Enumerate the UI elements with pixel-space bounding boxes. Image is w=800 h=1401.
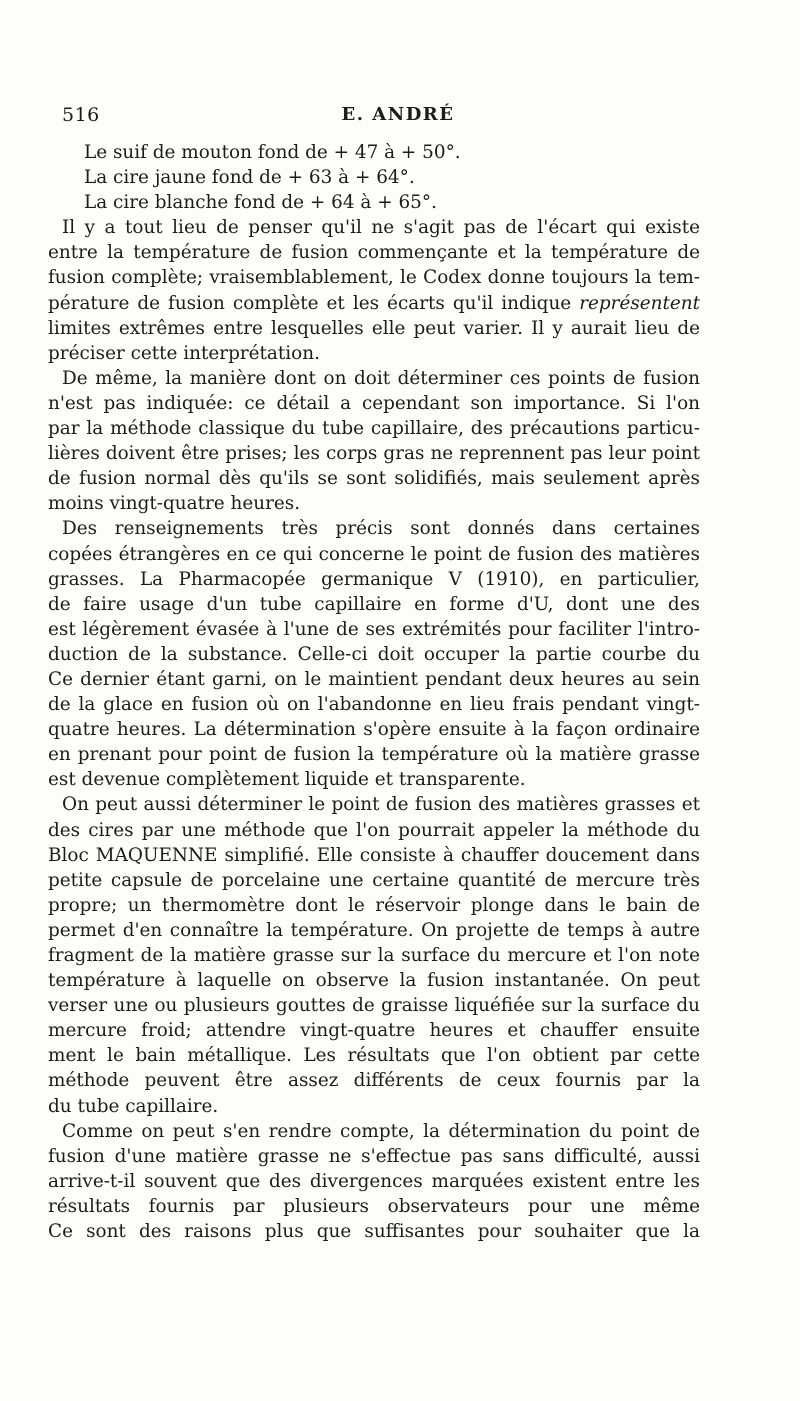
text-line: de la glace en fusion où on l'abandonne en lieu frais pendant vingt-: [48, 694, 700, 716]
running-head-author: E. ANDRÉ: [341, 104, 455, 125]
text-line: Le suif de mouton fond de + 47 à + 50°.: [84, 142, 461, 163]
text-line: quatre heures. La détermination s'opère ensuite à la façon ordinaire: [48, 719, 700, 741]
text-line: est légèrement évasée à l'une de ses extrémités pour faciliter l'intro-: [48, 618, 700, 640]
text-line: méthode peuvent être assez différents de ceux fournis par la: [48, 1070, 700, 1092]
text-line: petite capsule de porcelaine une certaine quantité de mercure très: [48, 869, 700, 891]
text-line: en prenant pour point de fusion la température où la matière grasse: [48, 744, 700, 766]
text-line: Comme on peut s'en rendre compte, la détermination du point de: [62, 1120, 700, 1142]
text-line: permet d'en connaître la température. On projette de temps à autre: [48, 919, 700, 941]
text-line: mercure froid; attendre vingt-quatre heures et chauffer ensuite: [48, 1020, 700, 1042]
text-line: entre la température de fusion commençante et la température de: [48, 242, 700, 264]
text-line: résultats fournis par plusieurs observateurs pour une même: [48, 1195, 700, 1217]
text-line: du tube capillaire.: [48, 1095, 219, 1117]
text-line: limites extrêmes entre lesquelles elle peut varier. Il y aurait lieu de: [48, 317, 700, 339]
page-number: 516: [62, 104, 100, 126]
page-header: [62, 104, 734, 134]
text-line: copées étrangères en ce qui concerne le point de fusion des matières: [48, 543, 700, 565]
text-line: La cire blanche fond de + 64 à + 65°.: [84, 192, 437, 214]
text-line: de faire usage d'un tube capillaire en forme d'U, dont une des: [48, 593, 700, 615]
text-line: Ce dernier étant garni, on le maintient pendant deux heures au sein: [48, 668, 700, 690]
text-line: propre; un thermomètre dont le réservoir plonge dans le bain de: [48, 894, 700, 916]
text-line: pérature de fusion complète et les écarts qu'il indique représentent: [48, 292, 700, 314]
text-line: lières doivent être prises; les corps gras ne reprennent pas leur point: [48, 443, 700, 465]
text-line: fusion complète; vraisemblablement, le Codex donne toujours la tem-: [48, 267, 700, 289]
text-line: On peut aussi déterminer le point de fusion des matières grasses et: [62, 794, 700, 816]
text-line: Des renseignements très précis sont donnés dans certaines: [62, 518, 700, 540]
text-line: fragment de la matière grasse sur la surface du mercure et l'on note: [48, 945, 700, 966]
text-line: ment le bain métallique. Les résultats que l'on obtient par cette: [48, 1045, 700, 1067]
text-line: est devenue complètement liquide et transparente.: [48, 769, 526, 791]
text-line: fusion d'une matière grasse ne s'effectue pas sans difficulté, aussi: [48, 1145, 700, 1167]
text-line: de fusion normal dès qu'ils se sont solidifiés, mais seulement après: [48, 468, 700, 490]
text-line: Ce sont des raisons plus que suffisantes pour souhaiter que la: [48, 1221, 700, 1243]
text-line: moins vingt-quatre heures.: [48, 493, 301, 515]
text-line: n'est pas indiquée: ce détail a cependant son importance. Si l'on: [48, 392, 700, 414]
text-line: par la méthode classique du tube capillaire, des précautions particu-: [48, 418, 700, 440]
text-line: verser une ou plusieurs gouttes de graisse liquéfiée sur la surface du: [48, 995, 700, 1017]
body-text: [48, 140, 700, 1244]
text-line: La cire jaune fond de + 63 à + 64°.: [84, 167, 415, 189]
text-line: préciser cette interprétation.: [48, 342, 320, 364]
text-line: température à laquelle on observe la fusion instantanée. On peut: [48, 970, 700, 992]
text-line: des cires par une méthode que l'on pourrait appeler la méthode du: [48, 819, 700, 841]
text-line: Il y a tout lieu de penser qu'il ne s'agit pas de l'écart qui existe: [62, 217, 700, 239]
text-line: duction de la substance. Celle-ci doit occuper la partie courbe du: [48, 643, 700, 665]
text-line: Bloc MAQUENNE simplifié. Elle consiste à chauffer doucement dans: [48, 844, 700, 866]
text-line: De même, la manière dont on doit déterminer ces points de fusion: [62, 367, 700, 389]
text-line: grasses. La Pharmacopée germanique V (1910), en particulier,: [48, 568, 700, 590]
text-line: arrive-t-il souvent que des divergences marquées existent entre les: [48, 1170, 700, 1192]
